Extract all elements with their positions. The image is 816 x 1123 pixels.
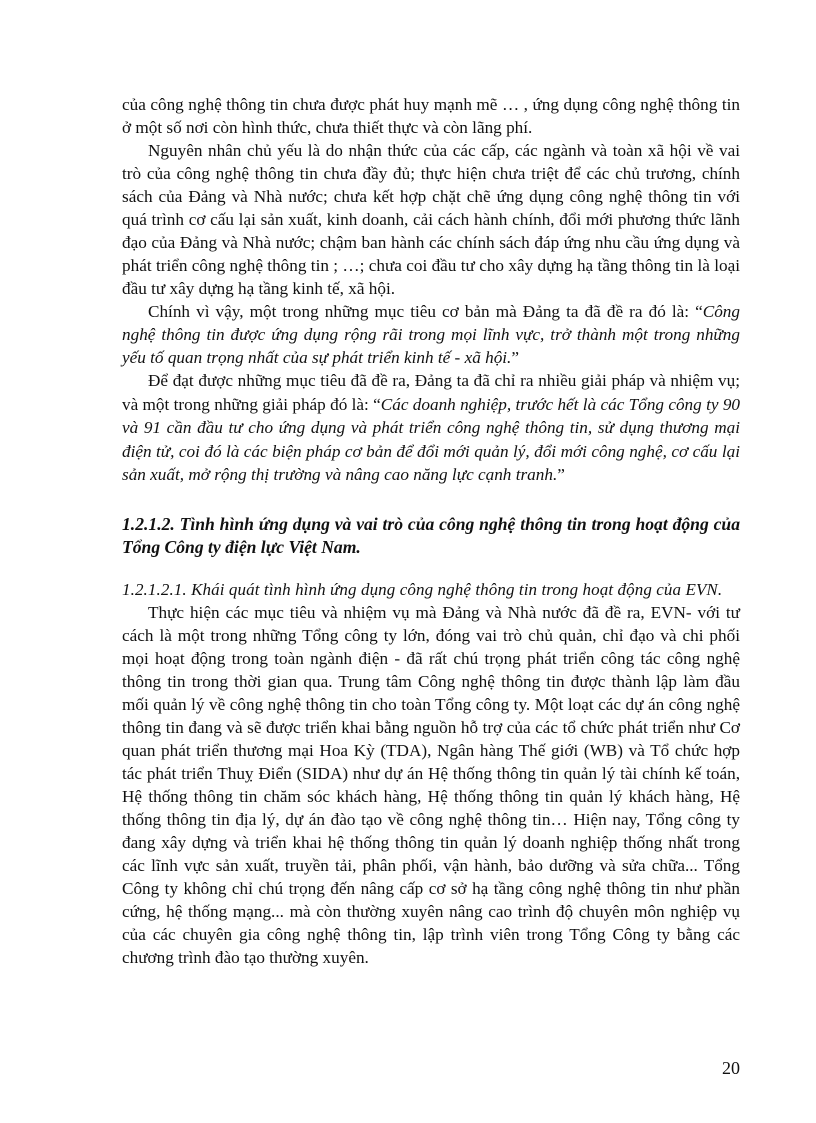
subsection-heading: 1.2.1.2.1. Khái quát tình hình ứng dụng công nghệ thông tin trong hoạt động của EVN. [122, 579, 723, 599]
goal-quote: Công nghệ thông tin được ứng dụng rộng rãi trong mọi lĩnh vực, trở thành một trong những yếu tố quan trọng nhất của sự phát triển kinh tế - xã hội. [122, 302, 740, 367]
paragraph-causes: Nguyên nhân chủ yếu là do nhận thức của các cấp, các ngành và toàn xã hội về vai trò của công nghệ thông tin chưa đầy đủ; thực hiện chưa triệt để các chủ trương, chính sách của Đảng và Nhà nước; chưa kết hợp chặt chẽ ứng dụng công nghệ thông tin với quá trình cơ cấu lại sản xuất, kinh doanh, cải cách hành chính, đổi mới phương thức lãnh đạo của Đảng và Nhà nước; chậm ban hành các chính sách đáp ứng nhu cầu ứng dụng và phát triển công nghệ thông tin ; …; chưa coi đầu tư cho xây dựng hạ tầng thông tin là loại đầu tư xây dựng hạ tầng kinh tế, xã hội. [122, 141, 740, 298]
goal-quote-end: ” [511, 348, 519, 367]
solutions-quote: Các doanh nghiệp, trước hết là các Tổng công ty 90 và 91 cần đầu tư cho ứng dụng và phát triển công nghệ thông tin, sử dụng thương mại điện tử, coi đó là các biện pháp cơ bản để đổi mới quản lý, đổi mới công nghệ, cơ cấu lại sản xuất, mở rộng thị trường và nâng cao năng lực cạnh tranh. [122, 394, 741, 484]
paragraph-goal-intro: Chính vì vậy, một trong những mục tiêu cơ bản mà Đảng ta đã đề ra đó là: “ [148, 302, 703, 321]
solutions-quote-end: ” [557, 465, 565, 484]
page-number: 20 [722, 1058, 740, 1078]
paragraph-evn-overview: Thực hiện các mục tiêu và nhiệm vụ mà Đảng và Nhà nước đã đề ra, EVN- với tư cách là một trong những Tổng công ty lớn, đóng vai trò chủ quản, chỉ đạo và chi phối mọi hoạt động trong toàn ngành điện - đã rất chú trọng phát triển công tác công nghệ thông tin trong thời gian qua. Trung tâm Công nghệ thông tin được thành lập làm đầu mối quản lý về công nghệ thông tin cho toàn Tổng công ty. Một loạt các dự án công nghệ thông tin đang và sẽ được triển khai bằng nguồn hỗ trợ của các tổ chức phát triển như Cơ quan phát triển thương mại Hoa Kỳ (TDA), Ngân hàng Thế giới (WB) và Tổ chức hợp tác phát triển Thuỵ Điển (SIDA) như dự án Hệ thống thông tin quản lý tài chính kế toán, Hệ thống thông tin chăm sóc khách hàng, Hệ thống thông tin quản lý khách hàng, Hệ thống thông tin địa lý, dự án đào tạo về công nghệ thông tin… Hiện nay, Tổng công ty đang xây dựng và triển khai hệ thống thông tin quản lý doanh nghiệp thống nhất trong các lĩnh vực sản xuất, truyền tải, phân phối, vận hành, bảo dưỡng và sửa chữa... Tổng Công ty không chỉ chú trọng đến nâng cấp cơ sở hạ tầng công nghệ thông tin như phần cứng, hệ thống mạng... mà còn thường xuyên nâng cao trình độ chuyên môn nghiệp vụ của các chuyên gia công nghệ thông tin, lập trình viên trong Tổng Công ty bằng các chương trình đào tạo thường xuyên. [122, 602, 740, 967]
page-body [122, 93, 740, 969]
paragraph-continued: của công nghệ thông tin chưa được phát huy mạnh mẽ … , ứng dụng công nghệ thông tin ở một số nơi còn hình thức, chưa thiết thực và còn lãng phí. [122, 95, 740, 137]
section-heading: 1.2.1.2. Tình hình ứng dụng và vai trò của công nghệ thông tin trong hoạt động của Tổng Công ty điện lực Việt Nam. [122, 513, 740, 557]
paragraph-goal [122, 300, 740, 369]
paragraph-solutions-intro: Để đạt được những mục tiêu đã đề ra, Đảng ta đã chỉ ra nhiều giải pháp và nhiệm vụ; và một trong những giải pháp đó là: “ [122, 371, 740, 414]
paragraph-solutions [122, 369, 740, 487]
